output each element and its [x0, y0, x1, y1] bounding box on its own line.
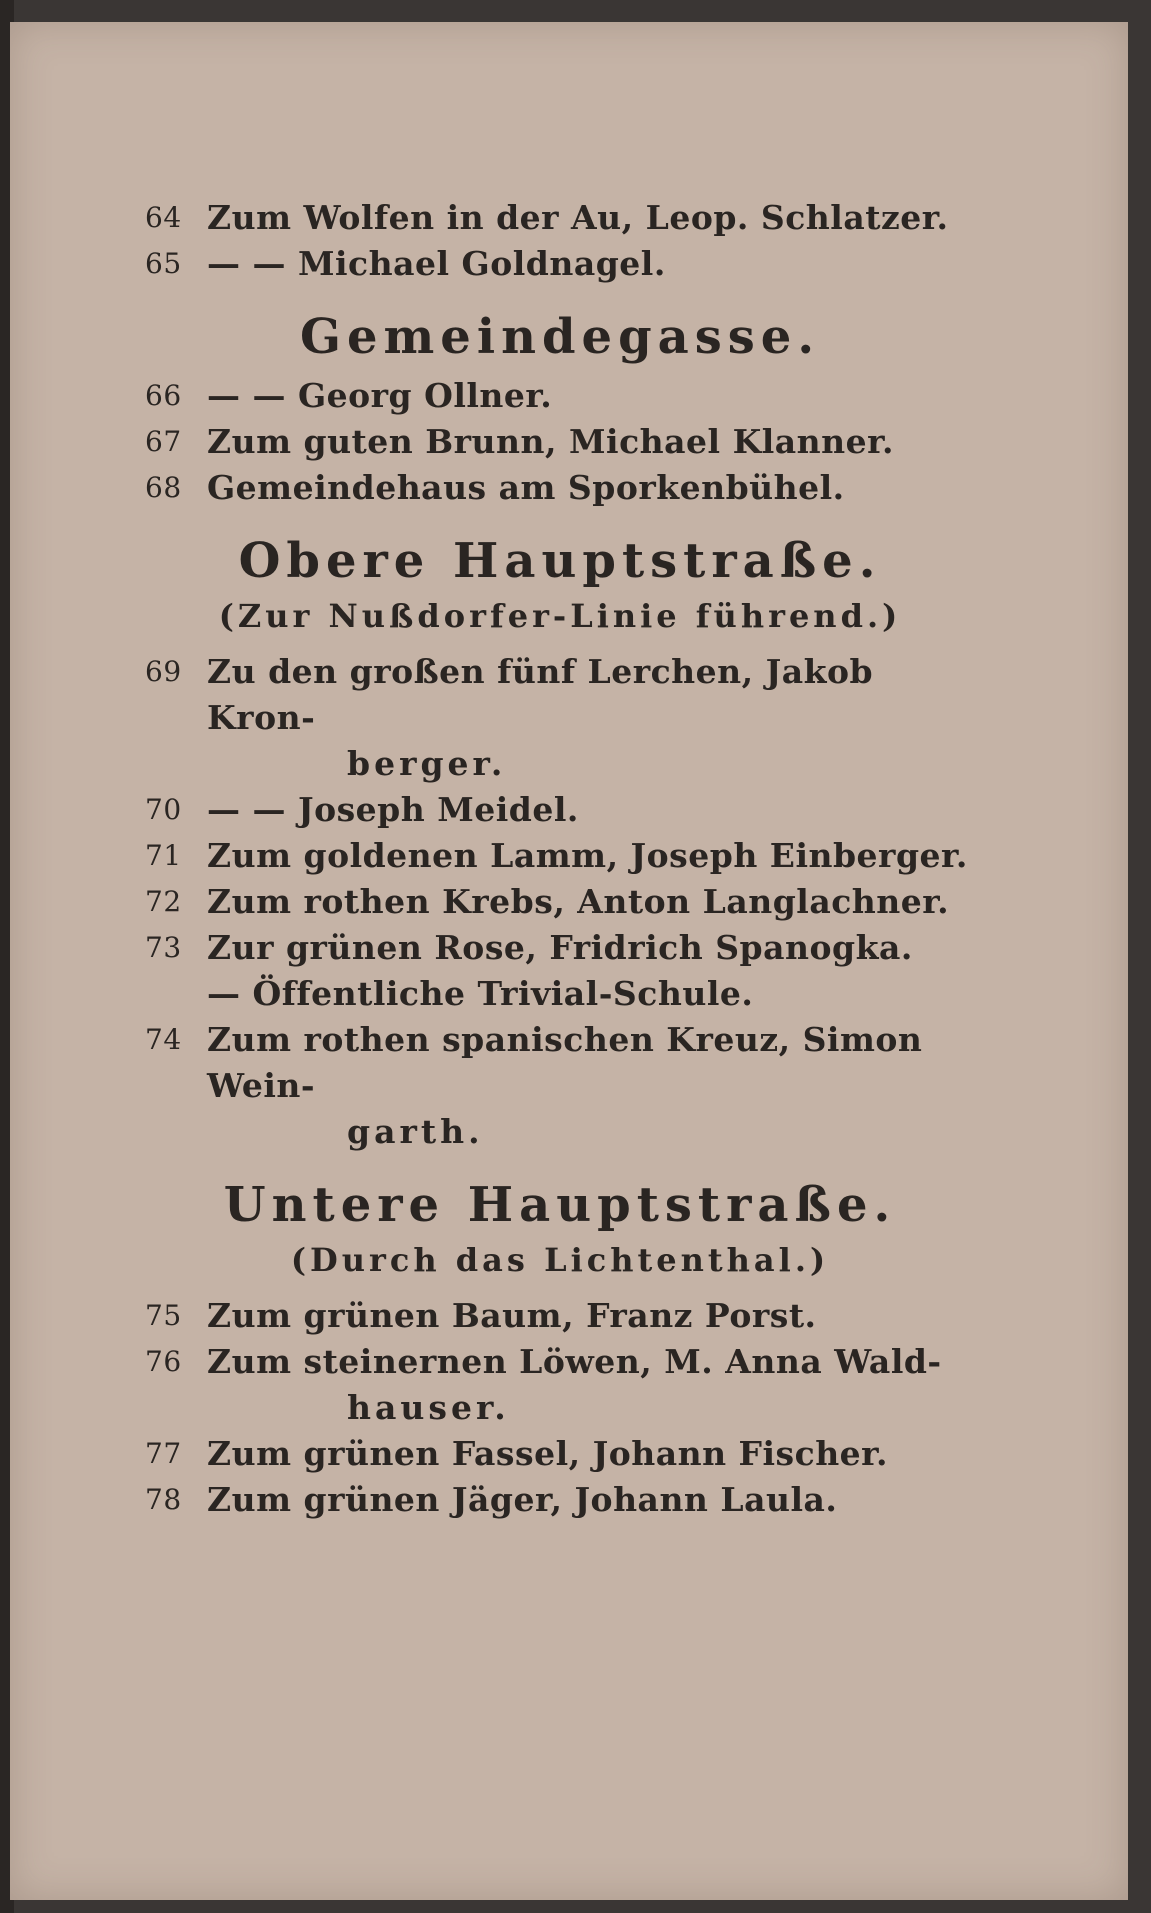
house-entry	[145, 649, 975, 787]
house-entry	[145, 465, 975, 511]
entry-text: Zum steinernen Löwen, M. Anna Wald-	[207, 1342, 942, 1381]
house-number: 68	[145, 471, 182, 504]
entry-text-block	[207, 419, 975, 465]
house-number: 77	[145, 1437, 182, 1470]
house-number: 70	[145, 793, 182, 826]
house-number: 73	[145, 931, 182, 964]
house-number: 65	[145, 247, 182, 280]
entry-text: — — Georg Ollner.	[207, 376, 553, 415]
house-entry	[145, 879, 975, 925]
entry-text: Zu den großen fünf Lerchen, Jakob Kron-	[207, 652, 874, 737]
house-number: 64	[145, 201, 182, 234]
entry-text: Zum goldenen Lamm, Joseph Einberger.	[207, 836, 968, 875]
entry-text-block	[207, 373, 975, 419]
entry-text: Zum grünen Jäger, Johann Laula.	[207, 1480, 838, 1519]
section	[145, 1177, 975, 1523]
entry-text: — — Joseph Meidel.	[207, 790, 579, 829]
entry-text-block	[207, 971, 975, 1017]
house-number: 67	[145, 425, 182, 458]
house-number: 72	[145, 885, 182, 918]
entry-text-block	[207, 879, 975, 925]
entry-text: Gemeindehaus am Sporkenbühel.	[207, 468, 845, 507]
entry-text-block	[207, 787, 975, 833]
entry-text: — — Michael Goldnagel.	[207, 244, 666, 283]
house-entry	[145, 925, 975, 971]
entry-text: Zum guten Brunn, Michael Klanner.	[207, 422, 894, 461]
house-number: 74	[145, 1023, 182, 1056]
entry-text: — Öffentliche Trivial-Schule.	[207, 974, 754, 1013]
entry-text-block	[207, 195, 975, 241]
house-entry	[145, 1477, 975, 1523]
entry-text: Zum grünen Fassel, Johann Fischer.	[207, 1434, 889, 1473]
entry-text: Zum rothen spanischen Kreuz, Simon Wein-	[207, 1020, 923, 1105]
section	[145, 533, 975, 1155]
entry-text-block	[207, 1431, 975, 1477]
entry-text-block	[207, 465, 975, 511]
house-entry	[145, 1293, 975, 1339]
entry-text-block	[207, 833, 975, 879]
house-entry	[145, 971, 975, 1017]
entry-text-block	[207, 1477, 975, 1523]
entry-text-block	[207, 649, 975, 787]
street-heading: Gemeindegasse.	[299, 309, 821, 365]
house-number: 69	[145, 655, 182, 688]
entry-text-continuation: garth.	[347, 1112, 484, 1151]
entry-text-block	[207, 925, 975, 971]
street-heading: Untere Hauptstraße.	[223, 1177, 897, 1233]
house-entry	[145, 1431, 975, 1477]
house-number: 75	[145, 1299, 182, 1332]
house-entry	[145, 787, 975, 833]
house-entry	[145, 833, 975, 879]
entry-text-block	[207, 1293, 975, 1339]
house-entry	[145, 195, 975, 241]
entry-text: Zum Wolfen in der Au, Leop. Schlatzer.	[207, 198, 949, 237]
street-heading: Obere Hauptstraße.	[238, 533, 882, 589]
entry-text-continuation: hauser.	[347, 1388, 510, 1427]
house-number: 71	[145, 839, 182, 872]
house-number: 78	[145, 1483, 182, 1516]
entry-text-block	[207, 241, 975, 287]
house-number: 76	[145, 1345, 182, 1378]
entry-text: Zur grünen Rose, Fridrich Spanogka.	[207, 928, 913, 967]
house-entry	[145, 1339, 975, 1431]
house-number	[145, 971, 207, 1017]
street-subheading: (Durch das Lichtenthal.)	[290, 1241, 830, 1279]
house-entry	[145, 419, 975, 465]
section	[145, 195, 975, 287]
entry-text-continuation: berger.	[347, 744, 507, 783]
entry-text-block	[207, 1339, 975, 1431]
entry-text: Zum grünen Baum, Franz Porst.	[207, 1296, 817, 1335]
section	[145, 309, 975, 511]
entry-text: Zum rothen Krebs, Anton Langlachner.	[207, 882, 950, 921]
house-entry	[145, 1017, 975, 1155]
entry-text-block	[207, 1017, 975, 1155]
house-entry	[145, 373, 975, 419]
house-number: 66	[145, 379, 182, 412]
page-content	[145, 195, 975, 1523]
house-entry	[145, 241, 975, 287]
street-subheading: (Zur Nußdorfer-Linie führend.)	[218, 597, 902, 635]
